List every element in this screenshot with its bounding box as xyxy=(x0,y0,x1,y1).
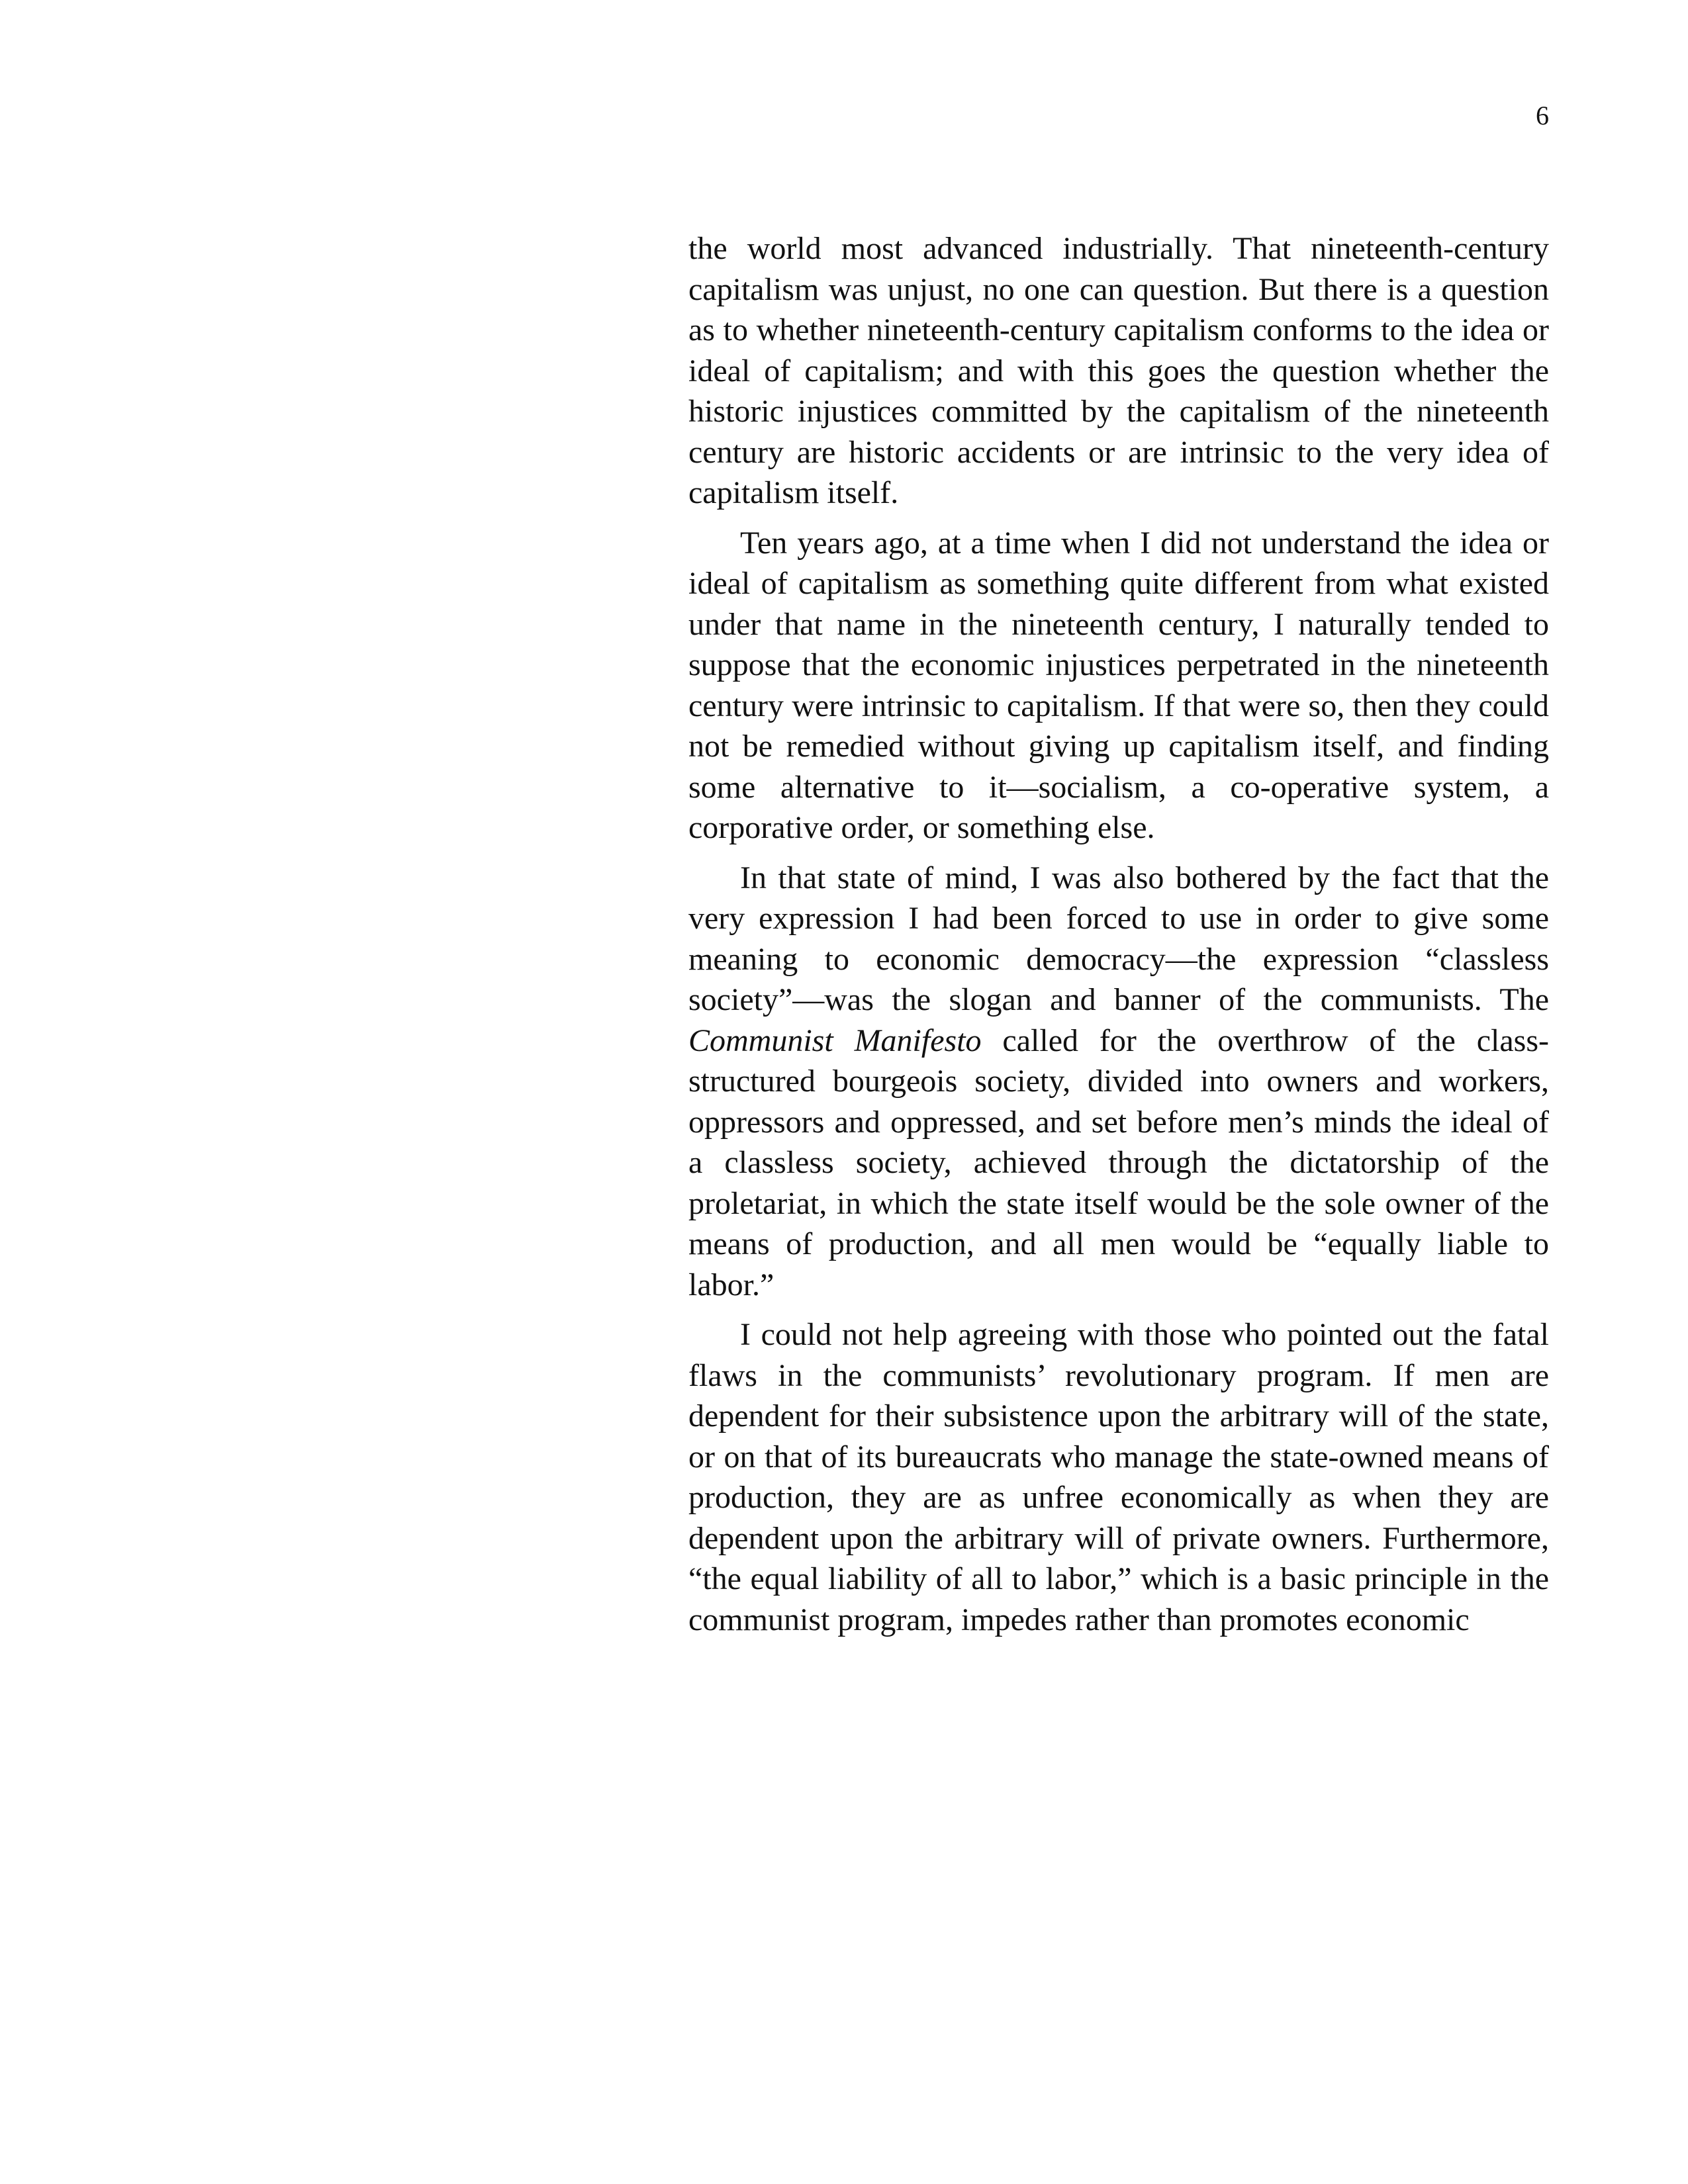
paragraph-3-before: In that state of mind, I was also bothered by the fact that the very expression I had been forced to use in order to give some meaning to economic democracy—the expression “classless society”—was the slogan and banner of the communists. The xyxy=(688,860,1549,1017)
paragraph-1: the world most advanced industrially. That nineteenth-century capitalism was unjust, no one can question. But there is a question as to whether nineteenth-century capitalism conforms to the idea or ideal of capitalism; and with this goes the question whether the historic injustices committed by the capitalism of the nineteenth century are historic accidents or are intrinsic to the very idea of capitalism itself. xyxy=(688,231,1549,510)
paragraph-2: Ten years ago, at a time when I did not understand the idea or ideal of capitalism as something quite different from what existed under that name in the nineteenth century, I naturally tended to suppose that the economic injustices perpetrated in the nineteenth century were intrinsic to capitalism. If that were so, then they could not be remedied without giving up capitalism itself, and finding some alternative to it—socialism, a co-operative system, a corporative order, or something else. xyxy=(688,525,1549,845)
paragraph-4: I could not help agreeing with those who pointed out the fatal flaws in the communists’ revolutionary program. If men are dependent for their subsistence upon the arbitrary will of the state, or on that of its bureaucrats who manage the state-owned means of production, they are as unfree economically as when they are dependent upon the arbitrary will of private owners. Furthermore, “the equal liability of all to labor,” which is a basic principle in the communist program, impedes rather than promotes economic xyxy=(688,1317,1549,1637)
book-title-communist-manifesto: Communist Manifesto xyxy=(688,1023,982,1058)
page-number: 6 xyxy=(1536,101,1549,130)
body-text xyxy=(688,228,1549,1640)
paragraph-3 xyxy=(688,858,1549,1306)
paragraph-3-after: called for the overthrow of the class-structured bourgeois society, divided into owners and workers, oppressors and oppressed, and set before men’s minds the ideal of a classless society, achieved through the dictatorship of the proletariat, in which the state itself would be the sole owner of the means of production, and all men would be “equally liable to labor.” xyxy=(688,1023,1549,1302)
